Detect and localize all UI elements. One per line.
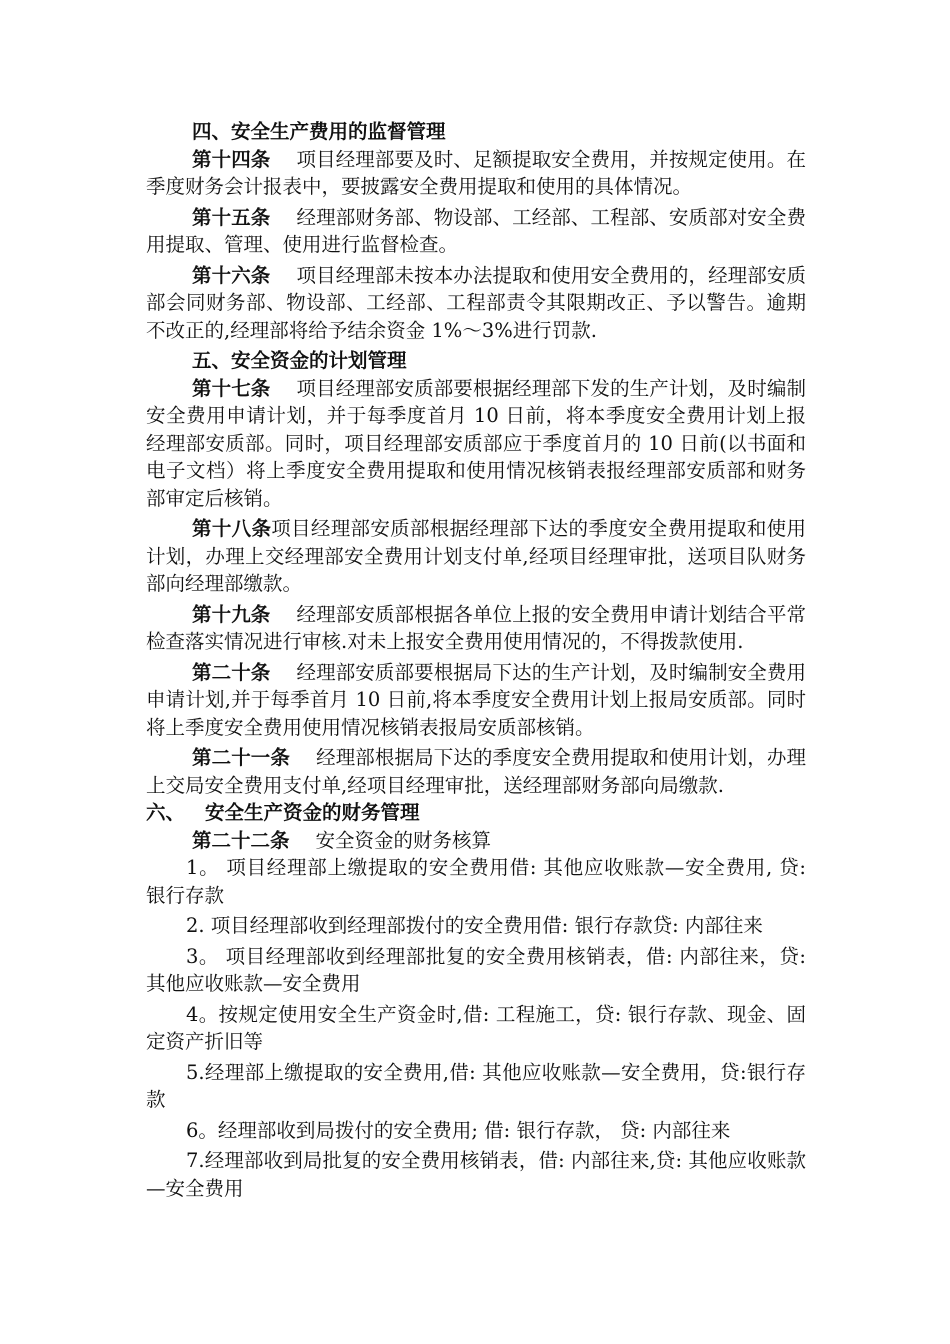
article-21-title: 第二十一条 — [192, 746, 290, 769]
article-19-text: 经理部安质部根据各单位上报的安全费用申请计划结合平常检查落实情况进行审核.对未上报安全费用使用情况的，不得拨款使用. — [146, 602, 806, 653]
article-18 — [146, 515, 806, 598]
article-22-text: 安全资金的财务核算 — [315, 828, 492, 852]
document-page — [146, 118, 806, 1202]
list-item: 2. 项目经理部收到经理部拨付的安全费用借: 银行存款贷: 内部往来 — [186, 914, 763, 937]
article-20 — [146, 659, 806, 742]
article-21-text: 经理部根据局下达的季度安全费用提取和使用计划，办理上交局安全费用支付单,经项目经理审批，送经理部财务部向局缴款. — [146, 746, 806, 797]
section-6-number: 六、 — [146, 801, 186, 824]
list-item: 7.经理部收到局批复的安全费用核销表，借: 内部往来,贷: 其他应收账款—安全费用 — [146, 1149, 806, 1200]
article-17 — [146, 375, 806, 513]
article-17-title: 第十七条 — [192, 376, 271, 400]
article-15-text: 经理部财务部、物设部、工经部、工程部、安质部对安全费用提取、管理、使用进行监督检查。 — [146, 205, 806, 256]
article-17-text: 项目经理部安质部要根据经理部下发的生产计划，及时编制安全费用申请计划，并于每季度首月 10 日前，将本季度安全费用计划上报经理部安质部。同时，项目经理部安质部应于季度首月的 10 日前(以书面和电子文档）将上季度安全费用提取和使用情况核销表报经理部安质部和财务部审定后核销。 — [146, 376, 806, 510]
article-22 — [146, 827, 806, 855]
article-18-text: 项目经理部安质部根据经理部下达的季度安全费用提取和使用计划，办理上交经理部安全费用计划支付单,经项目经理审批，送项目队财务部向经理部缴款。 — [146, 517, 806, 595]
article-19-title: 第十九条 — [192, 602, 271, 626]
list-item: 1。 项目经理部上缴提取的安全费用借: 其他应收账款—安全费用, 贷: 银行存款 — [146, 856, 806, 907]
article-21 — [146, 744, 806, 799]
section-6-title: 安全生产资金的财务管理 — [205, 801, 420, 824]
article-14 — [146, 146, 806, 201]
list-item: 6。经理部收到局拨付的安全费用; 借: 银行存款， 贷: 内部往来 — [186, 1118, 731, 1142]
article-15-title: 第十五条 — [192, 205, 271, 229]
article-20-text: 经理部安质部要根据局下达的生产计划，及时编制安全费用申请计划,并于每季首月 10 日前,将本季度安全费用计划上报局安质部。同时将上季度安全费用使用情况核销表报局安质部核销。 — [146, 660, 806, 739]
section-heading-6 — [146, 799, 806, 827]
article-16 — [146, 262, 806, 345]
section-heading-4: 四、安全生产费用的监督管理 — [192, 120, 446, 143]
article-14-title: 第十四条 — [192, 147, 271, 171]
list-item: 5.经理部上缴提取的安全费用,借: 其他应收账款—安全费用，贷:银行存款 — [146, 1060, 806, 1111]
article-20-title: 第二十条 — [192, 660, 271, 684]
article-16-text: 项目经理部未按本办法提取和使用安全费用的，经理部安质部会同财务部、物设部、工经部、工程部责令其限期改正、予以警告。逾期不改正的,经理部将给予结余资金 1%～3%进行罚款. — [146, 263, 806, 342]
section-heading-5: 五、安全资金的计划管理 — [192, 349, 407, 372]
article-18-title: 第十八条 — [192, 517, 272, 540]
list-item: 4。按规定使用安全生产资金时,借: 工程施工，贷: 银行存款、现金、固定资产折旧等 — [146, 1002, 806, 1053]
article-14-text: 项目经理部要及时、足额提取安全费用，并按规定使用。在季度财务会计报表中，要披露安全费用提取和使用的具体情况。 — [146, 147, 806, 198]
article-19 — [146, 601, 806, 656]
article-15 — [146, 204, 806, 259]
list-item: 3。 项目经理部收到经理部批复的安全费用核销表，借: 内部往来，贷: 其他应收账款—安全费用 — [146, 944, 806, 995]
article-16-title: 第十六条 — [192, 263, 271, 287]
article-22-title: 第二十二条 — [192, 828, 290, 852]
